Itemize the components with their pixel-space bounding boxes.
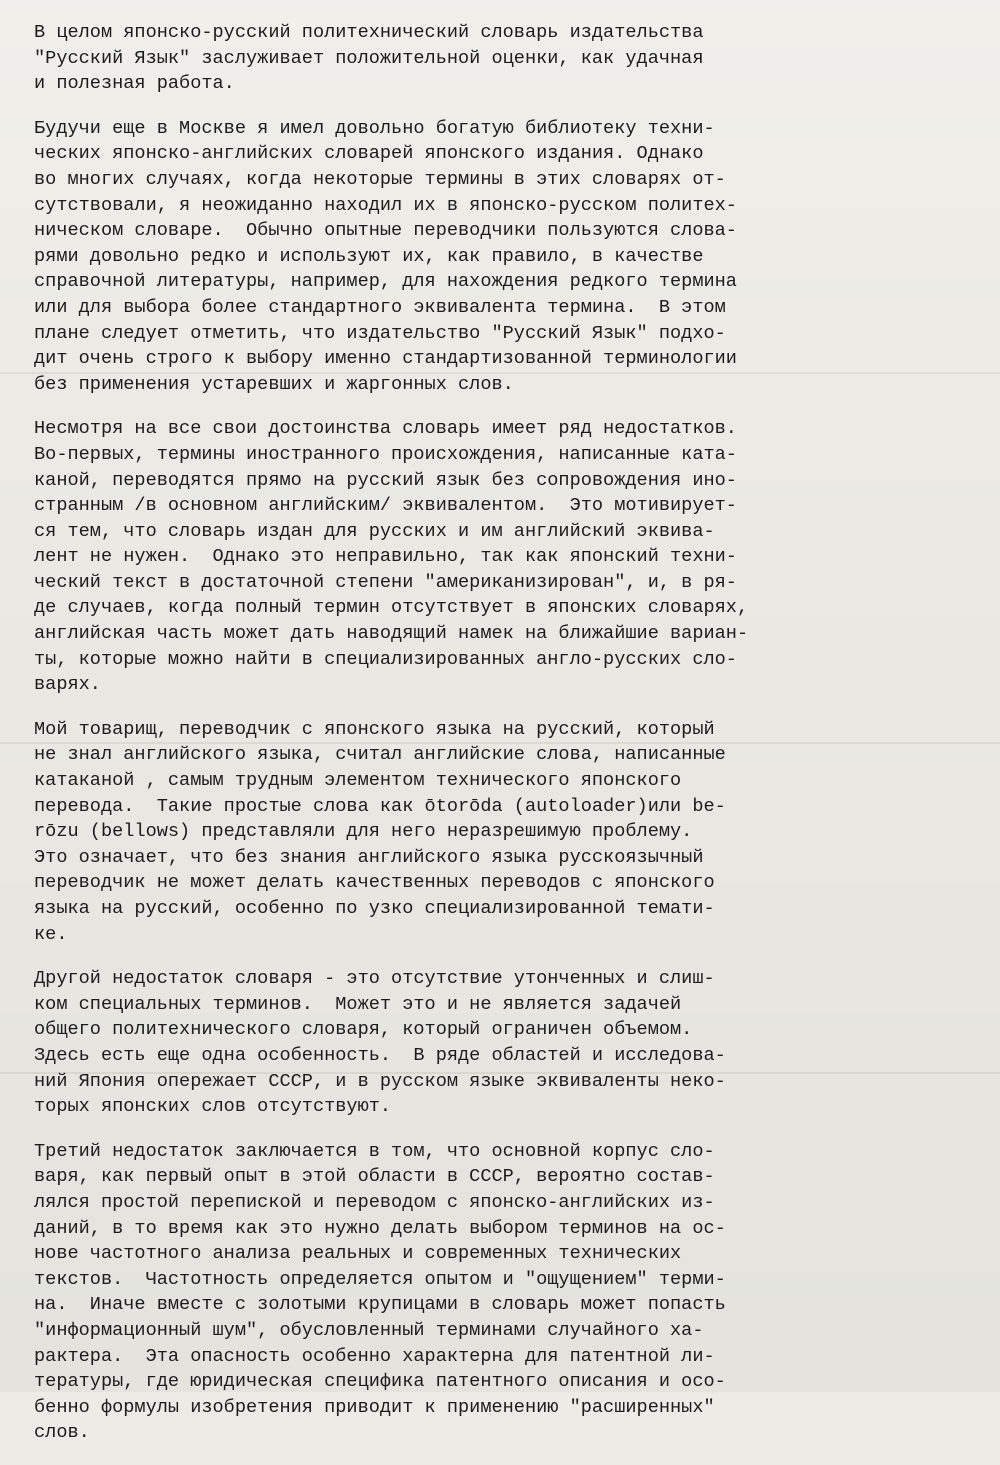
text-line: Несмотря на все свои достоинства словарь имеет ряд недостатков. — [34, 418, 737, 440]
text-line: нове частотного анализа реальных и современных технических — [34, 1243, 682, 1265]
text-line: варях. — [34, 674, 101, 696]
text-line: ся тем, что словарь издан для русских и им английский эквива- — [34, 520, 715, 542]
text-line: "информационный шум", обусловленный терминами случайного ха- — [34, 1319, 704, 1341]
text-line: ке. — [34, 923, 68, 945]
text-line: переводчик не может делать качественных переводов с японского — [34, 872, 715, 894]
text-line: во многих случаях, когда некоторые термины в этих словарях от- — [34, 168, 726, 190]
text-line: рями довольно редко и используют их, как правило, в качестве — [34, 245, 704, 267]
text-line: де случаев, когда полный термин отсутствует в японских словарях, — [34, 597, 749, 619]
text-line: Третий недостаток заключается в том, что основной корпус сло- — [34, 1140, 715, 1162]
text-line: ческих японско-английских словарей японского издания. Однако — [34, 143, 704, 165]
text-line: ническом словаре. Обычно опытные переводчики пользуются слова- — [34, 220, 737, 242]
text-line: rōzu (bellows) представляли для него неразрешимую проблему. — [34, 821, 693, 843]
text-line: языка на русский, особенно по узко специализированной темати- — [34, 898, 715, 919]
paragraph — [34, 416, 984, 698]
paragraph — [34, 116, 984, 398]
paragraph — [34, 1139, 984, 1446]
text-line: плане следует отметить, что издательство "Русский Язык" подхо- — [34, 322, 726, 344]
text-line: перевода. Такие простые слова как ōtorōda (autoloader)или be- — [34, 795, 726, 817]
text-line: Будучи еще в Москве я имел довольно богатую библиотеку техни- — [34, 117, 715, 139]
text-line: Это означает, что без знания английского языка русскоязычный — [34, 846, 704, 868]
text-line: катаканой , самым трудным элементом технического японского — [34, 770, 682, 792]
text-line: торых японских слов отсутствуют. — [34, 1096, 392, 1118]
text-line: дит очень строго к выбору именно стандартизованной терминологии — [34, 348, 737, 370]
text-line: и полезная работа. — [34, 73, 235, 95]
text-line: общего политехнического словаря, который ограничен объемом. — [34, 1019, 693, 1041]
text-line: В целом японско-русский политехнический словарь издательства — [34, 22, 704, 43]
text-line: слов. — [34, 1422, 90, 1444]
text-line: бенно формулы изобретения приводит к применению "расширенных" — [34, 1396, 715, 1418]
text-line: справочной литературы, например, для нахождения редкого термина — [34, 271, 737, 293]
text-line: ческий текст в достаточной степени "американизирован", и, в ря- — [34, 571, 737, 593]
text-line: странным /в основном английским/ эквивалентом. Это мотивирует- — [34, 495, 737, 517]
text-line: варя, как первый опыт в этой области в СССР, вероятно состав- — [34, 1166, 715, 1188]
document-body — [34, 20, 984, 1465]
text-line: или для выбора более стандартного эквивалента термина. В этом — [34, 296, 726, 318]
text-line: не знал английского языка, считал английские слова, написанные — [34, 744, 726, 766]
text-line: лент не нужен. Однако это неправильно, так как японский техни- — [34, 546, 737, 568]
paragraph — [34, 966, 984, 1120]
text-line: каной, переводятся прямо на русский язык без сопровождения ино- — [34, 469, 737, 491]
text-line: Здесь есть еще одна особенность. В ряде областей и исследова- — [34, 1044, 726, 1066]
text-line: Мой товарищ, переводчик с японского языка на русский, который — [34, 718, 715, 740]
text-line: на. Иначе вместе с золотыми крупицами в словарь может попасть — [34, 1294, 726, 1316]
text-line: тературы, где юридическая специфика патентного описания и осо- — [34, 1371, 726, 1393]
text-line: сутствовали, я неожиданно находил их в японско-русском политех- — [34, 194, 737, 216]
text-line: "Русский Язык" заслуживает положительной оценки, как удачная — [34, 47, 704, 69]
text-line: без применения устаревших и жаргонных слов. — [34, 373, 514, 395]
text-line: ты, которые можно найти в специализированных англо-русских сло- — [34, 648, 737, 670]
text-line: Во-первых, термины иностранного происхождения, написанные ката- — [34, 443, 737, 465]
text-line: текстов. Частотность определяется опытом и "ощущением" терми- — [34, 1268, 726, 1290]
text-line: лялся простой перепиской и переводом с японско-английских из- — [34, 1191, 715, 1213]
text-line: английская часть может дать наводящий намек на ближайшие вариан- — [34, 623, 749, 645]
text-line: ний Япония опережает СССР, и в русском языке эквиваленты неко- — [34, 1070, 726, 1092]
text-line: даний, в то время как это нужно делать выбором терминов на ос- — [34, 1217, 726, 1239]
text-line: ком специальных терминов. Может это и не является задачей — [34, 993, 682, 1015]
paragraph — [34, 20, 984, 97]
text-line: Другой недостаток словаря - это отсутствие утонченных и слиш- — [34, 968, 715, 990]
text-line: рактера. Эта опасность особенно характерна для патентной ли- — [34, 1345, 715, 1367]
paragraph — [34, 717, 984, 947]
